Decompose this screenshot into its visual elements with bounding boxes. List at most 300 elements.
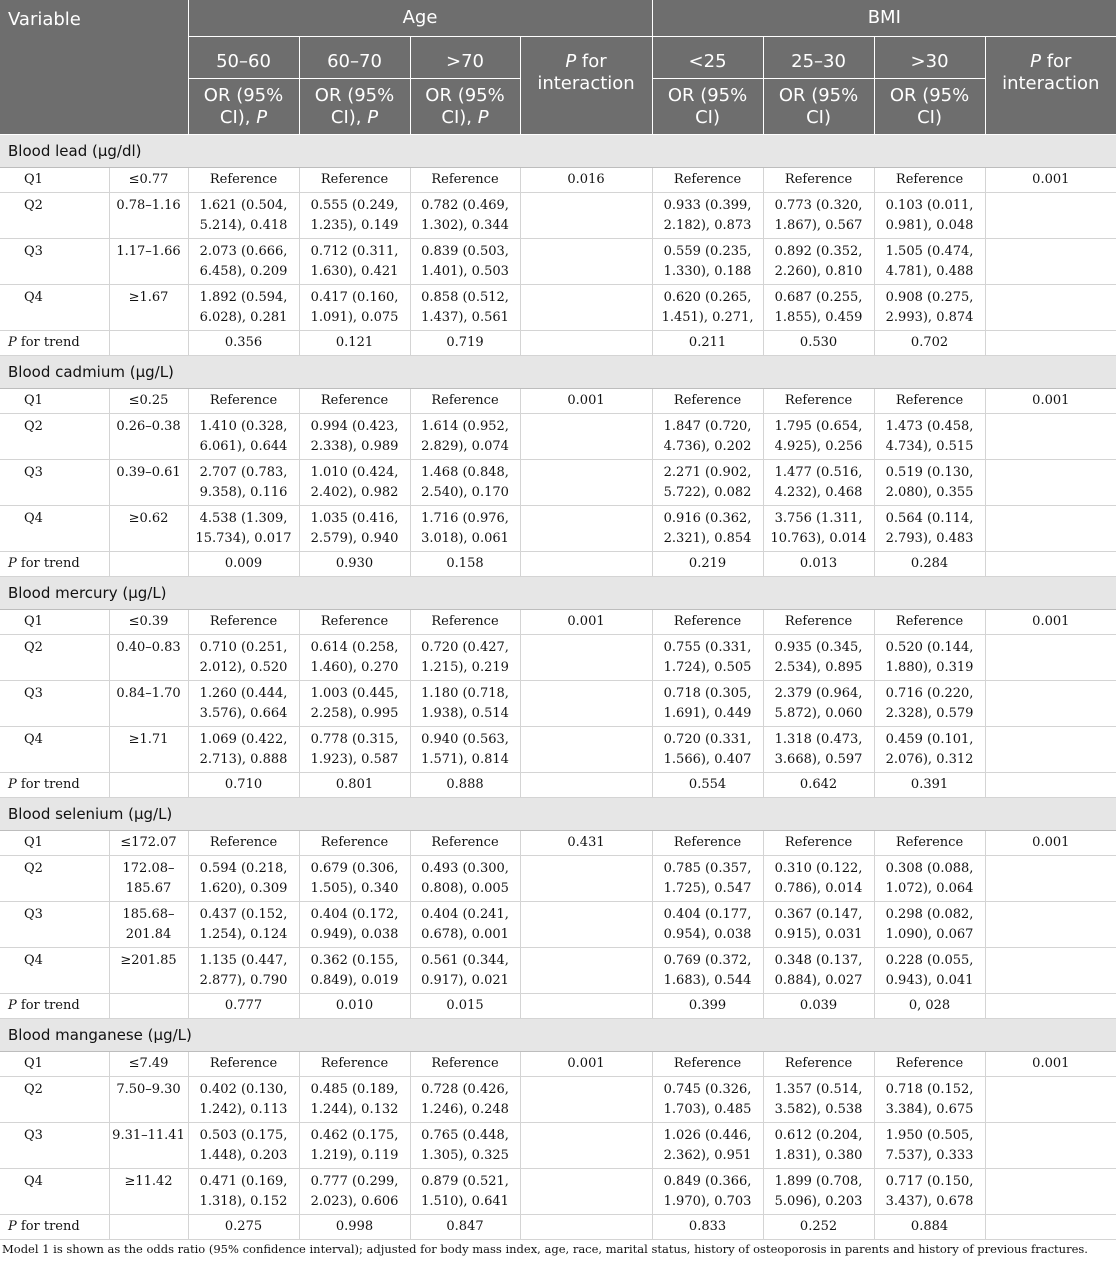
or-cell: 1.899 (0.708, 5.096), 0.203 [763,1168,874,1214]
quartile-range: ≤0.39 [109,609,188,634]
trend-cell: 0.710 [188,772,299,797]
section-title: Blood selenium (μg/L) [0,797,1116,830]
table-footnote: Model 1 is shown as the odds ratio (95% confidence interval); adjusted for body mass index, age, race, marital status, history of osteoporosis in parents and history of previous fractures. [2,1242,1088,1256]
table-row [0,855,1116,901]
p-interaction-cell [520,726,652,772]
quartile-range: 7.50–9.30 [109,1076,188,1122]
or-cell: Reference [410,609,520,634]
trend-cell: 0.998 [299,1214,410,1239]
empty-cell [520,551,652,576]
or-cell: 0.892 (0.352, 2.260), 0.810 [763,238,874,284]
or-cell: 0.933 (0.399, 2.182), 0.873 [652,192,763,238]
trend-cell: 0.284 [874,551,985,576]
or-cell: 0.765 (0.448, 1.305), 0.325 [410,1122,520,1168]
or-cell: Reference [874,609,985,634]
or-cell: 0.493 (0.300, 0.808), 0.005 [410,855,520,901]
or-cell: 0.471 (0.169, 1.318), 0.152 [188,1168,299,1214]
p-interaction-cell [520,459,652,505]
or-cell: Reference [188,167,299,192]
trend-row [0,772,1116,797]
quartile-range: 185.68–201.84 [109,901,188,947]
header-p-interaction-age: P for interaction [520,36,652,134]
or-cell: 1.468 (0.848, 2.540), 0.170 [410,459,520,505]
or-cell: 0.839 (0.503, 1.401), 0.503 [410,238,520,284]
empty-cell [520,993,652,1018]
trend-cell: 0.010 [299,993,410,1018]
quartile-label: Q1 [0,830,109,855]
or-cell: 0.908 (0.275, 2.993), 0.874 [874,284,985,330]
or-cell: 0.718 (0.152, 3.384), 0.675 [874,1076,985,1122]
section-title: Blood manganese (μg/L) [0,1018,1116,1051]
or-cell: 0.612 (0.204, 1.831), 0.380 [763,1122,874,1168]
or-cell: 0.367 (0.147, 0.915), 0.031 [763,901,874,947]
or-cell: 2.707 (0.783, 9.358), 0.116 [188,459,299,505]
trend-label: P for trend [0,330,109,355]
or-cell: 0.687 (0.255, 1.855), 0.459 [763,284,874,330]
p-interaction-cell [985,680,1116,726]
trend-cell: 0.009 [188,551,299,576]
quartile-label: Q3 [0,680,109,726]
quartile-range: ≥0.62 [109,505,188,551]
quartile-label: Q3 [0,1122,109,1168]
header-age-col: 60–70 [299,36,410,78]
section-title: Blood mercury (μg/L) [0,576,1116,609]
or-cell: 0.716 (0.220, 2.328), 0.579 [874,680,985,726]
or-cell: 0.298 (0.082, 1.090), 0.067 [874,901,985,947]
trend-cell: 0.530 [763,330,874,355]
p-interaction-cell [985,947,1116,993]
or-cell: Reference [299,388,410,413]
or-cell: Reference [188,830,299,855]
or-cell: 3.756 (1.311, 10.763), 0.014 [763,505,874,551]
or-cell: 1.621 (0.504, 5.214), 0.418 [188,192,299,238]
table-row [0,1122,1116,1168]
empty-cell [985,772,1116,797]
or-cell: Reference [874,830,985,855]
or-cell: 0.228 (0.055, 0.943), 0.041 [874,947,985,993]
p-interaction-cell [520,284,652,330]
p-interaction-cell: 0.001 [520,1051,652,1076]
quartile-range: ≥201.85 [109,947,188,993]
or-cell: 1.795 (0.654, 4.925), 0.256 [763,413,874,459]
or-cell: 0.503 (0.175, 1.448), 0.203 [188,1122,299,1168]
quartile-label: Q2 [0,855,109,901]
or-cell: 1.010 (0.424, 2.402), 0.982 [299,459,410,505]
trend-cell: 0.642 [763,772,874,797]
or-cell: 0.782 (0.469, 1.302), 0.344 [410,192,520,238]
quartile-label: Q2 [0,192,109,238]
empty-cell [985,1214,1116,1239]
p-interaction-cell: 0.001 [520,388,652,413]
quartile-range: ≤0.77 [109,167,188,192]
or-cell: 1.505 (0.474, 4.781), 0.488 [874,238,985,284]
p-interaction-cell [985,726,1116,772]
or-cell: 0.935 (0.345, 2.534), 0.895 [763,634,874,680]
trend-cell: 0.013 [763,551,874,576]
header-or-bmi: OR (95% CI) [874,78,985,134]
or-cell: Reference [188,609,299,634]
or-cell: 1.716 (0.976, 3.018), 0.061 [410,505,520,551]
p-interaction-cell: 0.001 [985,609,1116,634]
p-interaction-cell [520,680,652,726]
quartile-label: Q1 [0,609,109,634]
or-cell: 0.310 (0.122, 0.786), 0.014 [763,855,874,901]
or-cell: 0.717 (0.150, 3.437), 0.678 [874,1168,985,1214]
p-interaction-cell [985,1168,1116,1214]
or-cell: 0.348 (0.137, 0.884), 0.027 [763,947,874,993]
or-cell: 0.858 (0.512, 1.437), 0.561 [410,284,520,330]
or-cell: 0.559 (0.235, 1.330), 0.188 [652,238,763,284]
or-cell: 0.462 (0.175, 1.219), 0.119 [299,1122,410,1168]
quartile-label: Q2 [0,413,109,459]
trend-cell: 0.356 [188,330,299,355]
header-bmi-col: <25 [652,36,763,78]
or-cell: Reference [299,830,410,855]
section-header [0,355,1116,388]
or-cell: 0.519 (0.130, 2.080), 0.355 [874,459,985,505]
trend-cell: 0.219 [652,551,763,576]
quartile-label: Q3 [0,238,109,284]
or-cell: 1.357 (0.514, 3.582), 0.538 [763,1076,874,1122]
quartile-range: 172.08–185.67 [109,855,188,901]
quartile-range: ≤172.07 [109,830,188,855]
or-cell: 0.404 (0.177, 0.954), 0.038 [652,901,763,947]
p-interaction-cell [520,192,652,238]
or-cell: 0.718 (0.305, 1.691), 0.449 [652,680,763,726]
trend-cell: 0.554 [652,772,763,797]
p-interaction-cell: 0.001 [985,388,1116,413]
trend-cell: 0.211 [652,330,763,355]
empty-cell [985,330,1116,355]
quartile-range: 1.17–1.66 [109,238,188,284]
p-interaction-cell [985,505,1116,551]
table-row [0,192,1116,238]
trend-cell: 0.158 [410,551,520,576]
or-cell: 0.561 (0.344, 0.917), 0.021 [410,947,520,993]
section-title: Blood lead (μg/dl) [0,134,1116,167]
p-interaction-cell [985,634,1116,680]
or-cell: 0.720 (0.331, 1.566), 0.407 [652,726,763,772]
header-variable: Variable [0,0,188,134]
trend-label: P for trend [0,772,109,797]
or-cell: Reference [299,167,410,192]
p-interaction-cell [520,1076,652,1122]
trend-cell: 0.833 [652,1214,763,1239]
table-row [0,505,1116,551]
p-interaction-cell: 0.016 [520,167,652,192]
trend-cell: 0.015 [410,993,520,1018]
or-cell: 1.892 (0.594, 6.028), 0.281 [188,284,299,330]
or-cell: Reference [410,830,520,855]
header-age-col: >70 [410,36,520,78]
trend-cell: 0.252 [763,1214,874,1239]
section-title: Blood cadmium (μg/L) [0,355,1116,388]
p-interaction-cell [520,634,652,680]
p-interaction-cell [520,505,652,551]
section-header [0,1018,1116,1051]
or-cell: 1.614 (0.952, 2.829), 0.074 [410,413,520,459]
or-cell: 0.404 (0.172, 0.949), 0.038 [299,901,410,947]
or-cell: 0.940 (0.563, 1.571), 0.814 [410,726,520,772]
empty-cell [985,993,1116,1018]
section-header [0,797,1116,830]
empty-cell [520,772,652,797]
or-cell: 1.026 (0.446, 2.362), 0.951 [652,1122,763,1168]
or-cell: Reference [652,1051,763,1076]
or-cell: 0.745 (0.326, 1.703), 0.485 [652,1076,763,1122]
or-cell: 0.459 (0.101, 2.076), 0.312 [874,726,985,772]
p-interaction-cell [520,238,652,284]
p-interaction-cell [985,238,1116,284]
or-cell: Reference [763,830,874,855]
or-cell: 4.538 (1.309, 15.734), 0.017 [188,505,299,551]
empty-cell [520,330,652,355]
or-cell: 0.755 (0.331, 1.724), 0.505 [652,634,763,680]
or-cell: Reference [410,388,520,413]
quartile-range: ≤7.49 [109,1051,188,1076]
or-cell: Reference [874,388,985,413]
table-row [0,901,1116,947]
or-cell: 1.069 (0.422, 2.713), 0.888 [188,726,299,772]
p-interaction-cell [985,284,1116,330]
table-row [0,830,1116,855]
trend-row [0,1214,1116,1239]
quartile-range: 0.78–1.16 [109,192,188,238]
trend-cell: 0.275 [188,1214,299,1239]
header-age-col: 50–60 [188,36,299,78]
or-cell: 1.847 (0.720, 4.736), 0.202 [652,413,763,459]
or-cell: Reference [299,1051,410,1076]
or-cell: Reference [763,388,874,413]
or-cell: Reference [410,167,520,192]
empty-cell [520,1214,652,1239]
or-cell: 0.437 (0.152, 1.254), 0.124 [188,901,299,947]
table-row [0,459,1116,505]
or-cell: 1.003 (0.445, 2.258), 0.995 [299,680,410,726]
or-cell: Reference [763,609,874,634]
p-interaction-cell [985,413,1116,459]
or-cell: 1.477 (0.516, 4.232), 0.468 [763,459,874,505]
quartile-label: Q4 [0,726,109,772]
table-body [0,134,1116,1239]
table-row [0,284,1116,330]
or-cell: Reference [188,388,299,413]
table-row [0,238,1116,284]
quartile-label: Q4 [0,947,109,993]
or-cell: 1.260 (0.444, 3.576), 0.664 [188,680,299,726]
empty-cell [109,772,188,797]
or-cell: 2.379 (0.964, 5.872), 0.060 [763,680,874,726]
header-bmi-col: >30 [874,36,985,78]
or-cell: Reference [874,167,985,192]
or-cell: 1.950 (0.505, 7.537), 0.333 [874,1122,985,1168]
or-cell: Reference [652,167,763,192]
p-interaction-cell: 0.001 [985,830,1116,855]
header-or-bmi: OR (95% CI) [763,78,874,134]
table-row [0,167,1116,192]
or-cell: 0.728 (0.426, 1.246), 0.248 [410,1076,520,1122]
trend-cell: 0.121 [299,330,410,355]
empty-cell [109,330,188,355]
table-row [0,1076,1116,1122]
quartile-label: Q4 [0,505,109,551]
or-cell: 0.777 (0.299, 2.023), 0.606 [299,1168,410,1214]
or-cell: 1.135 (0.447, 2.877), 0.790 [188,947,299,993]
or-cell: 2.073 (0.666, 6.458), 0.209 [188,238,299,284]
p-interaction-cell [985,1122,1116,1168]
quartile-range: 0.39–0.61 [109,459,188,505]
trend-cell: 0, 028 [874,993,985,1018]
quartile-range: 0.26–0.38 [109,413,188,459]
quartile-label: Q3 [0,901,109,947]
or-cell: Reference [652,609,763,634]
p-interaction-cell [985,192,1116,238]
p-interaction-cell [985,901,1116,947]
quartile-label: Q4 [0,284,109,330]
p-interaction-cell [520,413,652,459]
p-interaction-cell: 0.001 [520,609,652,634]
or-cell: Reference [763,167,874,192]
trend-cell: 0.888 [410,772,520,797]
p-interaction-cell [520,947,652,993]
empty-cell [985,551,1116,576]
table-row [0,1051,1116,1076]
or-cell: 0.778 (0.315, 1.923), 0.587 [299,726,410,772]
trend-label: P for trend [0,551,109,576]
trend-cell: 0.930 [299,551,410,576]
trend-cell: 0.391 [874,772,985,797]
or-cell: 0.614 (0.258, 1.460), 0.270 [299,634,410,680]
or-cell: 1.180 (0.718, 1.938), 0.514 [410,680,520,726]
quartile-range: 0.84–1.70 [109,680,188,726]
table-row [0,413,1116,459]
or-cell: 0.710 (0.251, 2.012), 0.520 [188,634,299,680]
quartile-label: Q2 [0,634,109,680]
or-cell: Reference [410,1051,520,1076]
trend-cell: 0.719 [410,330,520,355]
or-cell: 0.594 (0.218, 1.620), 0.309 [188,855,299,901]
or-cell: 0.712 (0.311, 1.630), 0.421 [299,238,410,284]
quartile-label: Q1 [0,1051,109,1076]
trend-cell: 0.801 [299,772,410,797]
or-cell: 0.103 (0.011, 0.981), 0.048 [874,192,985,238]
trend-cell: 0.884 [874,1214,985,1239]
or-cell: 0.620 (0.265, 1.451), 0.271, [652,284,763,330]
p-interaction-cell [985,855,1116,901]
or-cell: 0.308 (0.088, 1.072), 0.064 [874,855,985,901]
or-cell: 0.404 (0.241, 0.678), 0.001 [410,901,520,947]
trend-label: P for trend [0,993,109,1018]
or-cell: 0.849 (0.366, 1.970), 0.703 [652,1168,763,1214]
or-cell: Reference [652,830,763,855]
p-interaction-cell [985,459,1116,505]
p-interaction-cell [985,1076,1116,1122]
quartile-range: 0.40–0.83 [109,634,188,680]
or-cell: Reference [299,609,410,634]
trend-row [0,551,1116,576]
section-header [0,134,1116,167]
p-interaction-cell [520,901,652,947]
header-age: Age [188,0,652,36]
or-cell: 0.879 (0.521, 1.510), 0.641 [410,1168,520,1214]
header-or-bmi: OR (95% CI) [652,78,763,134]
or-cell: 0.769 (0.372, 1.683), 0.544 [652,947,763,993]
or-cell: 0.679 (0.306, 1.505), 0.340 [299,855,410,901]
or-cell: 0.555 (0.249, 1.235), 0.149 [299,192,410,238]
quartile-range: ≥11.42 [109,1168,188,1214]
or-cell: 0.417 (0.160, 1.091), 0.075 [299,284,410,330]
table-row [0,634,1116,680]
or-cell: 0.994 (0.423, 2.338), 0.989 [299,413,410,459]
p-interaction-cell [520,1122,652,1168]
or-cell: 0.362 (0.155, 0.849), 0.019 [299,947,410,993]
quartile-range: ≥1.71 [109,726,188,772]
header-or-age: OR (95% CI), P [188,78,299,134]
or-cell: Reference [874,1051,985,1076]
quartile-range: ≥1.67 [109,284,188,330]
table-row [0,388,1116,413]
or-cell: 0.785 (0.357, 1.725), 0.547 [652,855,763,901]
or-cell: 1.410 (0.328, 6.061), 0.644 [188,413,299,459]
table-row [0,1168,1116,1214]
table-row [0,726,1116,772]
or-cell: 1.473 (0.458, 4.734), 0.515 [874,413,985,459]
trend-label: P for trend [0,1214,109,1239]
table-row [0,609,1116,634]
p-interaction-cell: 0.431 [520,830,652,855]
p-interaction-cell [520,855,652,901]
or-cell: Reference [652,388,763,413]
table-row [0,947,1116,993]
trend-cell: 0.847 [410,1214,520,1239]
header-bmi: BMI [652,0,1116,36]
or-cell: Reference [763,1051,874,1076]
quartile-label: Q3 [0,459,109,505]
or-cell: 0.916 (0.362, 2.321), 0.854 [652,505,763,551]
header-or-age: OR (95% CI), P [299,78,410,134]
or-cell: Reference [188,1051,299,1076]
or-cell: 0.485 (0.189, 1.244), 0.132 [299,1076,410,1122]
or-cell: 0.402 (0.130, 1.242), 0.113 [188,1076,299,1122]
or-cell: 0.564 (0.114, 2.793), 0.483 [874,505,985,551]
quartile-range: 9.31–11.41 [109,1122,188,1168]
trend-row [0,993,1116,1018]
quartile-label: Q1 [0,167,109,192]
section-header [0,576,1116,609]
quartile-label: Q1 [0,388,109,413]
header-p-interaction-bmi: P for interaction [985,36,1116,134]
empty-cell [109,993,188,1018]
or-cell: 0.520 (0.144, 1.880), 0.319 [874,634,985,680]
trend-row [0,330,1116,355]
or-cell: 1.035 (0.416, 2.579), 0.940 [299,505,410,551]
p-interaction-cell: 0.001 [985,1051,1116,1076]
trend-cell: 0.702 [874,330,985,355]
p-interaction-cell [520,1168,652,1214]
quartile-label: Q4 [0,1168,109,1214]
empty-cell [109,551,188,576]
trend-cell: 0.039 [763,993,874,1018]
trend-cell: 0.399 [652,993,763,1018]
header-bmi-col: 25–30 [763,36,874,78]
quartile-range: ≤0.25 [109,388,188,413]
or-cell: 0.720 (0.427, 1.215), 0.219 [410,634,520,680]
quartile-label: Q2 [0,1076,109,1122]
table-row [0,680,1116,726]
empty-cell [109,1214,188,1239]
or-cell: 0.773 (0.320, 1.867), 0.567 [763,192,874,238]
p-interaction-cell: 0.001 [985,167,1116,192]
